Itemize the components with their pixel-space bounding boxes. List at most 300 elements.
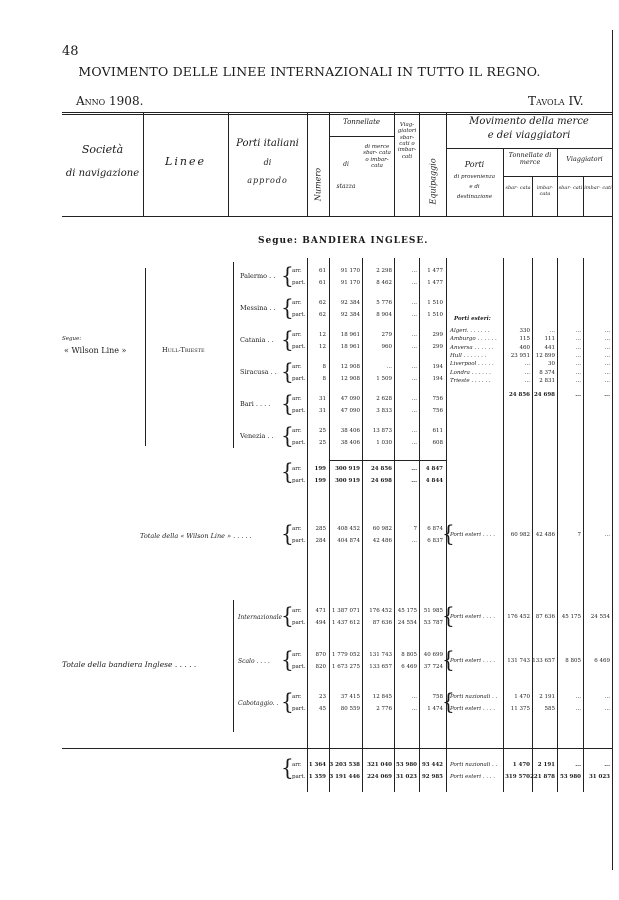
brace-icon: { [281, 326, 294, 354]
row-kind: arr. [292, 268, 302, 274]
cell: 3 833 [376, 408, 392, 414]
brace-icon: { [281, 688, 294, 716]
cell: ... [411, 408, 417, 414]
cell: 53 980 [395, 762, 417, 768]
header-di-navigazione: di navigazione [65, 168, 140, 179]
cell: 38 406 [340, 428, 360, 434]
cell: 1 470 [512, 762, 530, 768]
cell: 30 [548, 361, 555, 368]
wilson-total-label: Totale della « Wilson Line » . . . . . [140, 532, 252, 540]
cell: ... [604, 369, 610, 376]
cell: ... [411, 280, 417, 286]
row-kind: part. [292, 664, 306, 670]
cell: ... [411, 300, 417, 306]
header-tonn-merce: Tonnellate di merce [508, 151, 552, 167]
cell: 45 175 [561, 614, 581, 620]
year-label: Anno 1908. [76, 94, 144, 108]
foreign-port-name: Porti esteri . . . . [450, 774, 496, 780]
cell: 870 [315, 652, 326, 658]
row-kind: part. [292, 376, 306, 382]
col-sep [307, 112, 308, 216]
foreign-port-name: Porti nazionali . . [450, 694, 498, 700]
header-bottom-rule [62, 216, 612, 217]
flag-total-label: Totale della bandiera Inglese . . . . . [62, 660, 197, 669]
cell: ... [411, 396, 417, 402]
port-name: Venezia . . [240, 432, 274, 440]
cell: 8 904 [376, 312, 392, 318]
cell: 47 090 [340, 408, 360, 414]
header-destinazione: destinazione [456, 194, 493, 200]
cell: ... [604, 336, 610, 343]
cell: 1 359 [308, 774, 326, 780]
cell: 960 [381, 344, 392, 350]
brace-icon: { [442, 520, 455, 548]
row-kind: part. [292, 312, 306, 318]
cell: ... [575, 336, 581, 343]
cell: 24 856 [370, 466, 392, 472]
col-sep [419, 112, 420, 216]
company-name: « Wilson Line » [64, 346, 127, 355]
page-number: 48 [62, 44, 79, 59]
cell: ... [411, 706, 417, 712]
body-rule [329, 258, 330, 792]
cell: 53 980 [559, 774, 581, 780]
foreign-port-name: Londra . . . . . . [450, 369, 491, 376]
cell: 8 462 [376, 280, 392, 286]
cell: 62 [319, 312, 326, 318]
cell: ... [575, 706, 581, 712]
cell: 40 699 [423, 652, 443, 658]
cell: ... [411, 478, 417, 484]
header-approdo: approdo [247, 176, 288, 185]
row-kind: arr. [292, 694, 302, 700]
cell: 111 [544, 336, 555, 343]
header-sbarcata: sbar- cata [505, 185, 531, 191]
header-imbarcata: imbar- cata [536, 185, 554, 197]
cell: ... [411, 694, 417, 700]
brace-icon: { [281, 262, 294, 290]
header-merce: di merce sbar- cata o imbar- cata [363, 144, 391, 169]
cell: ... [575, 369, 581, 376]
brace-icon: { [281, 294, 294, 322]
cell: 1 510 [427, 312, 443, 318]
cell: 6 837 [427, 538, 443, 544]
body-rule [233, 600, 234, 732]
cell: ... [575, 361, 581, 368]
cell: 608 [432, 440, 443, 446]
cell: 93 442 [421, 762, 443, 768]
cell: ... [411, 428, 417, 434]
cell: 194 [432, 376, 443, 382]
cell: 199 [314, 478, 326, 484]
cell: 8 [322, 364, 326, 370]
body-rule [557, 258, 558, 792]
company-segue: Segue: [62, 336, 82, 342]
row-kind: part. [292, 440, 306, 446]
cell: 12 899 [535, 352, 555, 359]
table-top-rule [62, 112, 612, 113]
foreign-ports-label: Porti esteri: [454, 316, 491, 322]
line-name: Hull-Trieste [162, 346, 205, 354]
cell: 300 919 [335, 478, 360, 484]
cell: 8 805 [565, 658, 581, 664]
cell: 299 [432, 332, 443, 338]
cell: 1 477 [427, 268, 443, 274]
cell: 6 874 [427, 526, 443, 532]
cell: 92 985 [421, 774, 443, 780]
header-stazza: stazza [336, 183, 356, 190]
cell: 1 387 071 [332, 608, 360, 614]
cell: 284 [315, 538, 326, 544]
body-rule [145, 268, 146, 446]
cell: ... [411, 344, 417, 350]
cell: ... [411, 376, 417, 382]
body-rule [583, 258, 584, 792]
row-kind: arr. [292, 332, 302, 338]
cell: 12 845 [372, 694, 392, 700]
cell: 62 [319, 300, 326, 306]
cell: 24 856 [508, 392, 530, 399]
row-kind: arr. [292, 652, 302, 658]
cell: 31 023 [588, 774, 610, 780]
cell: ... [411, 268, 417, 274]
cell: ... [524, 369, 530, 376]
row-kind: arr. [292, 466, 302, 472]
port-name: Siracusa . . [240, 368, 277, 376]
cell: ... [604, 377, 610, 384]
cell: ... [411, 538, 417, 544]
foreign-port-name: Porti esteri . . . . [450, 614, 496, 620]
row-kind: part. [292, 774, 306, 780]
cell: 2 831 [539, 377, 555, 384]
cell: 23 [319, 694, 326, 700]
foreign-port-name: Trieste . . . . . . [450, 377, 491, 384]
cell: 53 787 [423, 620, 443, 626]
header-imbarcati: imbar- cati [584, 185, 612, 191]
header-provenienza: di provenienza [453, 174, 496, 180]
cell: 61 [319, 268, 326, 274]
header-equipaggio: Equipaggio [428, 158, 438, 205]
foreign-port-name: Amburgo . . . . . . [450, 336, 497, 343]
cell: 60 982 [372, 526, 392, 532]
cell: 51 985 [423, 608, 443, 614]
cell: 224 069 [367, 774, 392, 780]
row-kind: arr. [292, 396, 302, 402]
cell: 176 452 [369, 608, 392, 614]
brace-icon: { [281, 390, 294, 418]
cell: ... [604, 762, 610, 768]
cell: 758 [432, 694, 443, 700]
row-kind: arr. [292, 428, 302, 434]
cell: ... [575, 762, 581, 768]
row-kind: arr. [292, 762, 302, 768]
brace-icon: { [281, 458, 294, 486]
cell: 18 961 [340, 332, 360, 338]
group-name: Cabotaggio. . [238, 700, 279, 707]
cell: 471 [315, 608, 326, 614]
cell: 37 724 [423, 664, 443, 670]
header-e-di: e di [469, 184, 480, 190]
cell: 7 [577, 532, 581, 538]
header-tonnellate: Tonnellate [342, 118, 381, 126]
cell: 279 [381, 332, 392, 338]
cell: 1 437 612 [332, 620, 360, 626]
header-viaggiatori: Viag- giatori sbar- cati o imbar- cati [397, 122, 417, 160]
cell: ... [604, 361, 610, 368]
col-sep [329, 112, 330, 216]
cell: 87 636 [535, 614, 555, 620]
page-edge [612, 30, 613, 870]
row-kind: part. [292, 620, 306, 626]
cell: ... [604, 694, 610, 700]
cell: 24 554 [397, 620, 417, 626]
cell: ... [575, 694, 581, 700]
cell: 131 743 [507, 658, 530, 664]
table-label: Tavola IV. [528, 94, 584, 108]
brace-icon: { [442, 646, 455, 674]
cell: 23 951 [510, 352, 530, 359]
cell: 3 203 538 [329, 762, 360, 768]
cell: 1 470 [514, 694, 530, 700]
cell: ... [575, 344, 581, 351]
brace-icon: { [442, 602, 455, 630]
brace-icon: { [281, 422, 294, 450]
cell: 1 477 [427, 280, 443, 286]
port-name: Bari . . . . [240, 400, 271, 408]
cell: 115 [519, 336, 530, 343]
cell: 1 509 [376, 376, 392, 382]
cell: 12 908 [340, 376, 360, 382]
cell: 92 384 [340, 312, 360, 318]
cell: 6 469 [401, 664, 417, 670]
cell: 221 878 [530, 774, 555, 780]
foreign-port-name: Algeri. . . . . . . [450, 328, 490, 334]
cell: 820 [315, 664, 326, 670]
header-sbarcati: sbar- cati [558, 185, 583, 191]
cell: 299 [432, 344, 443, 350]
header-movimento: Movimento della merce [469, 116, 589, 127]
cell: 8 374 [539, 369, 555, 376]
cell: 42 486 [535, 532, 555, 538]
cell: 37 415 [340, 694, 360, 700]
cell: 18 961 [340, 344, 360, 350]
flag-heading: Segue: BANDIERA INGLESE. [258, 236, 429, 246]
cell: ... [411, 466, 417, 472]
cell: 24 698 [370, 478, 392, 484]
grand-rule [62, 748, 612, 749]
cell: 1 779 052 [332, 652, 360, 658]
cell: 47 090 [340, 396, 360, 402]
header-viaggiatori2: Viaggiatori [566, 155, 603, 163]
cell: 176 452 [507, 614, 530, 620]
sum-rule [329, 460, 446, 461]
cell: 11 375 [510, 706, 530, 712]
cell: 8 [322, 376, 326, 382]
cell: 611 [432, 428, 443, 434]
cell: ... [604, 392, 610, 399]
cell: 87 636 [372, 620, 392, 626]
cell: 133 657 [369, 664, 392, 670]
port-name: Palermo . . [240, 272, 276, 280]
cell: ... [604, 344, 610, 351]
cell: 408 452 [337, 526, 360, 532]
row-kind: part. [292, 478, 306, 484]
body-rule [394, 258, 395, 792]
cell: 756 [432, 408, 443, 414]
cell: 12 [319, 344, 326, 350]
brace-icon: { [281, 358, 294, 386]
row-kind: part. [292, 538, 306, 544]
row-kind: part. [292, 408, 306, 414]
row-kind: arr. [292, 300, 302, 306]
cell: 2 191 [537, 762, 555, 768]
cell: ... [524, 377, 530, 384]
cell: ... [411, 312, 417, 318]
cell: 4 844 [425, 478, 443, 484]
cell: 25 [319, 428, 326, 434]
cell: 31 023 [395, 774, 417, 780]
cell: 1 510 [427, 300, 443, 306]
foreign-port-name: Porti esteri . . . . [450, 658, 496, 664]
port-name: Catania . . [240, 336, 274, 344]
cell: 330 [519, 328, 530, 334]
cell: 2 191 [539, 694, 555, 700]
cell: 285 [315, 526, 326, 532]
cell: ... [411, 364, 417, 370]
foreign-port-name: Liverpool . . . . . [450, 361, 494, 368]
cell: 1 474 [427, 706, 443, 712]
cell: 91 170 [340, 280, 360, 286]
cell: ... [524, 361, 530, 368]
cell: 7 [413, 526, 417, 532]
cell: 42 486 [372, 538, 392, 544]
body-rule [503, 258, 504, 792]
cell: 80 559 [340, 706, 360, 712]
cell: 24 554 [590, 614, 610, 620]
cell: 3 191 446 [329, 774, 360, 780]
row-kind: arr. [292, 364, 302, 370]
cell: 12 908 [340, 364, 360, 370]
cell: 460 [519, 344, 530, 351]
cell: ... [549, 328, 555, 334]
cell: 494 [315, 620, 326, 626]
col-sep [583, 176, 584, 216]
cell: 24 698 [533, 392, 555, 399]
cell: ... [575, 392, 581, 399]
cell: 12 [319, 332, 326, 338]
cell: 131 743 [369, 652, 392, 658]
cell: 404 874 [337, 538, 360, 544]
cell: 2 628 [376, 396, 392, 402]
header-societa: Società [81, 143, 124, 156]
table-top-rule2 [62, 114, 612, 115]
cell: 45 [319, 706, 326, 712]
page-title: MOVIMENTO DELLE LINEE INTERNAZIONALI IN TUTTO IL REGNO. [78, 64, 541, 79]
cell: 1 364 [308, 762, 326, 768]
cell: 319 570 [505, 774, 530, 780]
body-rule [532, 258, 533, 792]
row-kind: arr. [292, 608, 302, 614]
foreign-port-name: Porti esteri . . . . [450, 532, 496, 538]
foreign-port-name: Hull . . . . . . . [450, 352, 487, 359]
cell: 6 469 [594, 658, 610, 664]
cell: ... [411, 332, 417, 338]
row-kind: arr. [292, 526, 302, 532]
cell: 4 847 [425, 466, 443, 472]
brace-icon: { [281, 646, 294, 674]
cell: 2 776 [376, 706, 392, 712]
group-name: Internazionale [238, 614, 283, 621]
cell: 199 [314, 466, 326, 472]
header-e-viaggiatori: e dei viaggiatori [487, 130, 571, 141]
body-rule [307, 258, 308, 792]
cell: 60 982 [510, 532, 530, 538]
cell: 31 [319, 408, 326, 414]
cell: ... [604, 352, 610, 359]
cell: 13 873 [372, 428, 392, 434]
foreign-port-name: Porti esteri . . . . [450, 706, 496, 712]
cell: 8 805 [401, 652, 417, 658]
sub-rule [446, 148, 612, 149]
cell: 1 030 [376, 440, 392, 446]
body-rule [362, 258, 363, 792]
row-kind: part. [292, 280, 306, 286]
brace-icon: { [281, 754, 294, 782]
cell: 5 776 [376, 300, 392, 306]
body-rule [233, 262, 234, 448]
header-porti-italiani: Porti italiani [236, 138, 299, 149]
brace-icon: { [281, 602, 294, 630]
port-name: Messina . . [240, 304, 276, 312]
brace-icon: { [281, 520, 294, 548]
header-linee: Linee [165, 155, 206, 168]
body-rule [419, 258, 420, 792]
cell: 25 [319, 440, 326, 446]
cell: 133 657 [532, 658, 555, 664]
header-di-stazza: di [343, 161, 349, 168]
sub-rule [503, 176, 612, 177]
brace-icon: { [442, 688, 455, 716]
header-porti: Porti [464, 160, 485, 169]
cell: ... [604, 706, 610, 712]
cell: 31 [319, 396, 326, 402]
cell: 91 170 [340, 268, 360, 274]
cell: ... [386, 364, 392, 370]
cell: 61 [319, 280, 326, 286]
cell: ... [604, 532, 610, 538]
cell: 321 040 [367, 762, 392, 768]
cell: ... [575, 352, 581, 359]
cell: ... [604, 328, 610, 334]
row-kind: part. [292, 706, 306, 712]
cell: 300 919 [335, 466, 360, 472]
cell: 585 [544, 706, 555, 712]
cell: 92 384 [340, 300, 360, 306]
foreign-port-name: Porti nazionali . . [450, 762, 498, 768]
cell: 45 175 [397, 608, 417, 614]
foreign-port-name: Anversa . . . . . . [450, 344, 494, 351]
sub-rule [329, 136, 394, 137]
row-kind: part. [292, 344, 306, 350]
group-name: Scalo . . . . [238, 658, 270, 665]
cell: 2 298 [376, 268, 392, 274]
cell: ... [575, 328, 581, 334]
header-numero: Numero [313, 167, 323, 202]
header-di: di [263, 158, 272, 167]
cell: 1 673 275 [332, 664, 360, 670]
cell: 38 406 [340, 440, 360, 446]
cell: 441 [544, 344, 555, 351]
